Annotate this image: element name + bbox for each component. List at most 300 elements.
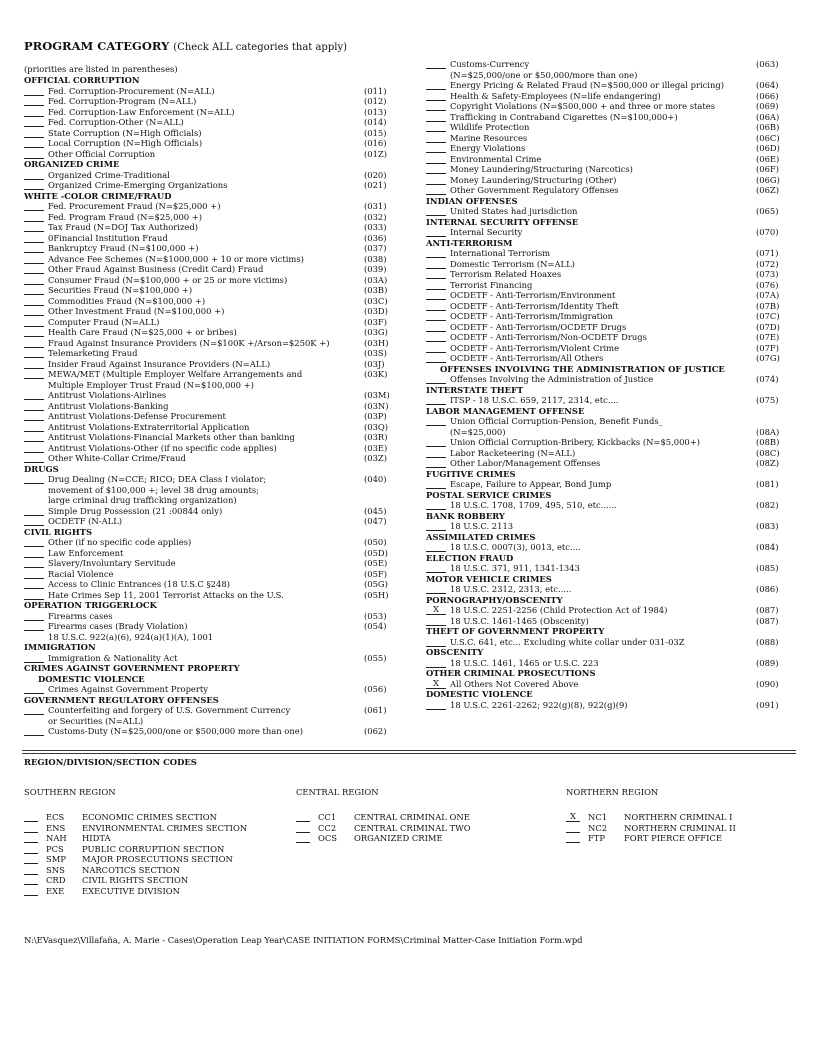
region-code-label: NORTHERN CRIMINAL II	[624, 822, 736, 833]
category-checkbox[interactable]	[24, 590, 44, 600]
category-row	[24, 569, 404, 580]
category-label: Antitrust Violations-Financial Markets other than banking	[48, 432, 295, 442]
category-checkbox[interactable]	[24, 96, 44, 106]
section-divider	[22, 750, 796, 751]
category-label: Union Official Corruption-Pension, Benefit Funds_	[450, 416, 663, 426]
category-checkbox[interactable]	[24, 107, 44, 117]
category-label: Simple Drug Possession (21 :00844 only)	[48, 505, 223, 516]
priority-code: (084)	[756, 542, 779, 552]
category-checkbox[interactable]	[426, 448, 446, 458]
category-label: Other Fraud Against Business (Credit Card) Fraud	[48, 264, 264, 274]
category-row	[24, 201, 404, 212]
category-checkbox[interactable]	[24, 705, 44, 715]
category-label: Health Care Fraud (N=$25,000 + or bribes)	[48, 327, 237, 337]
category-checkbox[interactable]	[426, 700, 446, 710]
category-checkbox[interactable]	[426, 395, 446, 405]
category-row	[426, 563, 796, 574]
region-codes-title: REGION/DIVISION/SECTION CODES	[24, 757, 197, 767]
category-checkbox[interactable]	[24, 548, 44, 558]
category-checkbox[interactable]	[24, 296, 44, 306]
category-heading: CRIMES AGAINST GOVERNMENT PROPERTY	[24, 663, 240, 673]
priority-code: (05F)	[364, 568, 388, 579]
category-label: Antitrust Violations-Other (if no specific code applies)	[48, 442, 277, 453]
category-label: MEWA/MET (Multiple Employer Welfare Arrangements and	[48, 369, 303, 379]
category-label: Firearms cases	[48, 610, 113, 621]
priority-code: (015)	[364, 127, 387, 138]
category-label-continued: large criminal drug trafficking organization)	[48, 495, 237, 505]
category-row	[24, 306, 404, 317]
priority-code: (047)	[364, 516, 387, 526]
category-row	[24, 170, 404, 181]
region-code-row	[24, 833, 247, 844]
category-checkbox[interactable]	[24, 233, 44, 243]
category-label: International Terrorism	[450, 248, 551, 258]
category-row	[426, 280, 796, 291]
category-label-continued: 18 U.S.C. 922(a)(6), 924(a)(1)(A), 1001	[48, 631, 214, 642]
category-checkbox[interactable]	[24, 516, 44, 526]
region-checkbox[interactable]	[566, 833, 580, 843]
region-checkbox[interactable]	[24, 886, 38, 896]
category-label: Other Investment Fraud (N=$100,000 +)	[48, 306, 225, 316]
category-row	[24, 653, 404, 664]
category-label: Fraud Against Insurance Providers (N=$100K +/Arson=$250K +)	[48, 337, 330, 348]
priority-code: (021)	[364, 180, 387, 190]
category-label: U.S.C. 641, etc... Excluding white collar under 031-03Z	[450, 636, 685, 647]
category-label: OCDETF - Anti-Terrorism/Environment	[450, 290, 616, 300]
category-row	[24, 548, 404, 559]
region-checkbox[interactable]	[24, 844, 38, 854]
category-heading: WHITE -COLOR CRIME/FRAUD	[24, 190, 172, 201]
category-label: Terrorist Financing	[450, 279, 533, 290]
category-label: 18 U.S.C. 1461, 1465 or U.S.C. 223	[450, 657, 599, 668]
category-checkbox[interactable]	[24, 138, 44, 148]
category-row	[426, 259, 796, 270]
category-heading: CIVIL RIGHTS	[24, 526, 93, 537]
category-checkbox[interactable]	[24, 128, 44, 138]
priority-code: (03M)	[364, 390, 390, 400]
category-checkbox[interactable]	[24, 243, 44, 253]
region-code-row	[24, 865, 247, 876]
priority-code: (039)	[364, 264, 387, 274]
category-checkbox[interactable]	[24, 275, 44, 285]
category-label: Other White-Collar Crime/Fraud	[48, 453, 186, 463]
category-label: United States had jurisdiction	[450, 206, 578, 216]
category-checkbox[interactable]	[426, 164, 446, 174]
priority-code: (088)	[756, 636, 779, 647]
left-category-column	[24, 64, 404, 737]
category-checkbox[interactable]	[426, 290, 446, 300]
priority-code: (020)	[364, 169, 387, 180]
category-checkbox[interactable]	[24, 506, 44, 516]
category-label: Crimes Against Government Property	[48, 684, 208, 694]
category-row	[24, 705, 404, 716]
category-row	[24, 590, 404, 601]
category-row	[426, 448, 796, 459]
region-checkbox[interactable]	[24, 833, 38, 843]
category-checkbox[interactable]	[426, 101, 446, 111]
priority-code: (064)	[756, 80, 779, 90]
category-checkbox[interactable]	[426, 563, 446, 573]
category-row	[24, 275, 404, 286]
category-checkbox[interactable]	[426, 248, 446, 258]
category-label: Antitrust Violations-Airlines	[48, 390, 167, 400]
category-checkbox[interactable]	[426, 658, 446, 668]
category-label: Hate Crimes Sep 11, 2001 Terrorist Attacks on the U.S.	[48, 589, 284, 600]
category-label: Other (if no specific code applies)	[48, 537, 192, 547]
region-code-label: NARCOTICS SECTION	[82, 864, 181, 875]
category-label: Energy Pricing & Related Fraud (N=$500,000 or illegal pricing)	[450, 80, 725, 90]
priority-code: (037)	[364, 243, 387, 253]
category-row	[426, 343, 796, 354]
category-heading: OFFENSES INVOLVING THE ADMINISTRATION OF JUSTICE	[440, 363, 725, 374]
category-checkbox[interactable]	[24, 653, 44, 663]
category-row	[24, 390, 404, 401]
category-checkbox[interactable]	[426, 332, 446, 342]
region-code-row	[24, 823, 247, 834]
category-checkbox[interactable]	[24, 264, 44, 274]
category-heading: OTHER CRIMINAL PROSECUTIONS	[426, 668, 596, 678]
priority-code: (03S)	[364, 348, 387, 358]
category-checkbox[interactable]	[24, 684, 44, 694]
region-code-abbr: CRD	[46, 875, 66, 885]
priority-code: (03H)	[364, 337, 389, 348]
priority-code: (03N)	[364, 400, 389, 411]
priority-code: (054)	[364, 621, 387, 631]
category-row	[426, 311, 796, 322]
priority-code: (06Z)	[756, 185, 780, 195]
category-checkbox[interactable]	[426, 521, 446, 531]
priority-code: (06G)	[756, 174, 780, 185]
central-region	[296, 787, 471, 844]
category-heading: INTERSTATE THEFT	[426, 384, 524, 395]
category-checkbox[interactable]	[24, 170, 44, 180]
category-checkbox[interactable]	[24, 212, 44, 222]
category-checkbox[interactable]	[426, 259, 446, 269]
category-row	[24, 86, 404, 97]
priority-code: (087)	[756, 615, 779, 626]
region-checkbox[interactable]	[296, 823, 310, 833]
category-checkbox[interactable]	[24, 359, 44, 369]
category-row	[426, 154, 796, 165]
category-heading: OFFICIAL CORRUPTION	[24, 75, 140, 85]
northern-region-name: NORTHERN REGION	[566, 787, 659, 797]
category-label: Other Labor/Management Offenses	[450, 458, 601, 468]
category-row	[426, 521, 796, 532]
category-row	[24, 296, 404, 307]
category-checkbox[interactable]	[24, 317, 44, 327]
region-checkbox[interactable]	[24, 812, 38, 822]
category-row	[426, 353, 796, 364]
category-row	[426, 175, 796, 186]
category-row	[426, 395, 796, 406]
category-checkbox[interactable]	[24, 306, 44, 316]
category-checkbox[interactable]	[24, 537, 44, 547]
category-checkbox[interactable]	[426, 122, 446, 132]
priority-code: (056)	[364, 684, 387, 694]
category-row	[426, 301, 796, 312]
region-code-abbr: NAH	[46, 833, 67, 843]
category-checkbox[interactable]	[426, 616, 446, 626]
category-row	[24, 411, 404, 422]
category-row	[24, 180, 404, 191]
priority-code: (072)	[756, 258, 779, 269]
category-checkbox[interactable]	[24, 117, 44, 127]
region-code-label: CIVIL RIGHTS SECTION	[82, 875, 189, 885]
category-row	[24, 401, 404, 412]
priority-code: (032)	[364, 211, 387, 222]
category-row	[24, 422, 404, 433]
category-checkbox[interactable]	[24, 411, 44, 421]
category-checkbox[interactable]	[24, 201, 44, 211]
category-label: 18 U.S.C. 2113	[450, 521, 514, 531]
category-label: Advance Fee Schemes (N=$1000,000 + 10 or more victims)	[48, 253, 304, 264]
category-checkbox[interactable]	[24, 621, 44, 631]
category-label: Trafficking in Contraband Cigarettes (N=$100,000+)	[450, 111, 678, 122]
priority-code: (07E)	[756, 332, 780, 342]
category-row	[24, 243, 404, 254]
category-checkbox[interactable]	[426, 185, 446, 195]
region-code-abbr: CC2	[318, 822, 337, 833]
category-row	[24, 317, 404, 328]
priority-code: (073)	[756, 269, 779, 279]
priority-code: (03R)	[364, 432, 388, 442]
region-code-label: MAJOR PROSECUTIONS SECTION	[82, 854, 233, 864]
region-code-row	[296, 812, 471, 823]
category-heading: OBSCENITY	[426, 647, 484, 657]
priority-code: (03E)	[364, 442, 388, 453]
category-label: Racial Violence	[48, 568, 114, 579]
category-label: Customs-Duty (N=$25,000/one or $500,000 more than one)	[48, 726, 303, 736]
region-code-label: ENVIRONMENTAL CRIMES SECTION	[82, 822, 248, 833]
program-title-text: PROGRAM CATEGORY	[24, 39, 170, 53]
priority-code: (07A)	[756, 290, 780, 300]
category-row	[426, 248, 796, 259]
category-label: Access to Clinic Entrances (18 U.S.C §248)	[48, 579, 230, 589]
category-label: State Corruption (N=High Officials)	[48, 127, 202, 138]
category-checkbox[interactable]	[426, 154, 446, 164]
priority-code: (014)	[364, 117, 387, 127]
category-checkbox[interactable]	[24, 86, 44, 96]
category-checkbox[interactable]	[24, 558, 44, 568]
category-checkbox[interactable]	[426, 133, 446, 143]
category-checkbox[interactable]	[426, 59, 446, 69]
category-label: Fed. Corruption-Program (N=ALL)	[48, 96, 197, 106]
category-row	[24, 107, 404, 118]
category-checkbox[interactable]	[24, 579, 44, 589]
category-row	[426, 101, 796, 112]
category-label: Antitrust Violations-Banking	[48, 400, 169, 411]
category-checkbox[interactable]: X	[426, 679, 446, 689]
category-checkbox[interactable]	[24, 611, 44, 621]
region-checkbox[interactable]	[24, 865, 38, 875]
category-checkbox[interactable]	[426, 91, 446, 101]
priority-code: (031)	[364, 201, 387, 211]
region-code-row	[24, 875, 247, 886]
category-checkbox[interactable]	[24, 401, 44, 411]
category-label: Local Corruption (N=High Officials)	[48, 138, 203, 148]
category-checkbox[interactable]	[24, 390, 44, 400]
category-checkbox[interactable]	[24, 285, 44, 295]
category-heading: FUGITIVE CRIMES	[426, 468, 516, 479]
region-code-label: ECONOMIC CRIMES SECTION	[82, 812, 217, 822]
category-checkbox[interactable]	[426, 500, 446, 510]
category-label: Immigration & Nationality Act	[48, 652, 178, 663]
category-checkbox[interactable]	[24, 254, 44, 264]
category-row	[24, 474, 404, 485]
category-checkbox[interactable]	[426, 280, 446, 290]
region-code-row	[24, 854, 247, 865]
category-label: Health & Safety-Employees (N=life endangering)	[450, 90, 661, 101]
category-checkbox[interactable]	[24, 453, 44, 463]
southern-region-name: SOUTHERN REGION	[24, 787, 116, 797]
category-row	[24, 117, 404, 128]
region-checkbox[interactable]	[24, 854, 38, 864]
category-checkbox[interactable]	[426, 637, 446, 647]
priority-code: (076)	[756, 279, 779, 290]
category-row	[426, 605, 796, 616]
category-checkbox[interactable]	[24, 443, 44, 453]
priority-code: (071)	[756, 248, 779, 258]
category-row	[426, 500, 796, 511]
category-checkbox[interactable]	[426, 416, 446, 426]
priority-code: (053)	[364, 610, 387, 621]
category-label: Wildlife Protection	[450, 122, 530, 132]
category-checkbox[interactable]	[426, 479, 446, 489]
region-code-label: ORGANIZED CRIME	[354, 833, 443, 843]
category-row	[426, 269, 796, 280]
category-row	[24, 506, 404, 517]
category-checkbox[interactable]	[24, 180, 44, 190]
category-checkbox[interactable]	[426, 175, 446, 185]
priority-code: (03Z)	[364, 453, 388, 463]
category-checkbox[interactable]	[24, 474, 44, 484]
category-row	[426, 143, 796, 154]
category-row	[24, 453, 404, 464]
category-checkbox[interactable]	[426, 458, 446, 468]
category-checkbox[interactable]	[426, 206, 446, 216]
category-checkbox[interactable]	[24, 348, 44, 358]
category-checkbox[interactable]	[426, 143, 446, 153]
category-checkbox[interactable]	[24, 149, 44, 159]
priority-code: (03Q)	[364, 421, 389, 432]
category-label: All Others Not Covered Above	[450, 678, 579, 689]
category-checkbox[interactable]	[426, 311, 446, 321]
priority-code: (05G)	[364, 579, 388, 589]
region-checkbox[interactable]	[566, 823, 580, 833]
category-label: Organized Crime-Emerging Organizations	[48, 180, 228, 190]
category-checkbox[interactable]	[24, 222, 44, 232]
priority-code: (06A)	[756, 111, 780, 122]
category-label: OCDETF - Anti-Terrorism/Non-OCDETF Drugs	[450, 332, 647, 342]
region-checkbox[interactable]	[296, 833, 310, 843]
category-checkbox[interactable]	[24, 327, 44, 337]
priority-code: (07D)	[756, 321, 780, 332]
category-label: Securities Fraud (N=$100,000 +)	[48, 285, 193, 295]
priority-code: (07G)	[756, 353, 780, 363]
category-label: 18 U.S.C. 371, 911, 1341-1343	[450, 563, 580, 573]
category-checkbox[interactable]	[426, 322, 446, 332]
region-code-row	[24, 812, 247, 823]
category-checkbox[interactable]	[426, 301, 446, 311]
category-label: Union Official Corruption-Bribery, Kickbacks (N=$5,000+)	[450, 437, 701, 447]
category-label: Slavery/Involuntary Servitude	[48, 558, 176, 568]
region-code-abbr: SMP	[46, 854, 66, 864]
category-row	[426, 542, 796, 553]
category-row	[24, 443, 404, 454]
category-checkbox[interactable]	[426, 112, 446, 122]
category-checkbox[interactable]	[426, 353, 446, 363]
category-row	[24, 338, 404, 349]
region-checkbox[interactable]	[24, 875, 38, 885]
category-checkbox[interactable]	[24, 569, 44, 579]
category-row-continued	[426, 427, 796, 438]
category-label: Commodities Fraud (N=$100,000 +)	[48, 295, 206, 306]
priority-code: (012)	[364, 96, 387, 106]
category-checkbox[interactable]	[426, 269, 446, 279]
category-label-continued: Multiple Employer Trust Fraud (N=$100,000 +)	[48, 379, 254, 390]
category-row	[426, 290, 796, 301]
region-checkbox[interactable]: X	[566, 812, 580, 822]
category-checkbox[interactable]	[24, 338, 44, 348]
priority-code: (03K)	[364, 369, 388, 379]
category-checkbox[interactable]	[426, 227, 446, 237]
category-row	[24, 558, 404, 569]
region-code-abbr: CC1	[318, 812, 337, 822]
region-checkbox[interactable]	[296, 812, 310, 822]
priority-code: (087)	[756, 605, 779, 615]
category-row	[24, 516, 404, 527]
category-label: Terrorism Related Hoaxes	[450, 269, 562, 279]
category-row	[24, 149, 404, 160]
category-label: 18 U.S.C. 1708, 1709, 495, 510, etc......	[450, 500, 617, 510]
category-label: 18 U.S.C. 2251-2256 (Child Protection Act of 1984)	[450, 605, 668, 615]
region-code-abbr: NC2	[588, 822, 608, 833]
category-row	[426, 437, 796, 448]
category-row	[24, 579, 404, 590]
program-title-note: (Check ALL categories that apply)	[173, 42, 347, 53]
priority-code: (01Z)	[364, 148, 388, 159]
southern-region	[24, 787, 247, 896]
category-checkbox[interactable]	[426, 374, 446, 384]
category-checkbox[interactable]	[24, 369, 44, 379]
priority-code: (062)	[364, 726, 387, 736]
priority-code: (06C)	[756, 132, 780, 143]
category-checkbox[interactable]	[426, 343, 446, 353]
region-code-label: FORT PIERCE OFFICE	[624, 833, 722, 843]
right-category-column	[426, 59, 796, 710]
category-heading: INDIAN OFFENSES	[426, 195, 518, 206]
category-heading: DRUGS	[24, 463, 59, 474]
priority-code: (013)	[364, 106, 387, 117]
priority-code: (03D)	[364, 306, 388, 316]
category-checkbox[interactable]	[426, 437, 446, 447]
priority-code: (055)	[364, 652, 387, 663]
category-checkbox[interactable]	[24, 726, 44, 736]
region-checkbox[interactable]	[24, 823, 38, 833]
category-row	[24, 432, 404, 443]
category-checkbox[interactable]	[24, 432, 44, 442]
category-checkbox[interactable]	[426, 80, 446, 90]
region-code-row	[566, 833, 736, 844]
category-checkbox[interactable]	[24, 422, 44, 432]
category-heading: ASSIMILATED CRIMES	[426, 531, 536, 542]
priority-code: (08B)	[756, 437, 780, 447]
category-checkbox[interactable]	[426, 584, 446, 594]
category-checkbox[interactable]: X	[426, 605, 446, 615]
category-label: Fed. Corruption-Other (N=ALL)	[48, 117, 184, 127]
region-code-row	[24, 886, 247, 897]
category-checkbox[interactable]	[426, 542, 446, 552]
